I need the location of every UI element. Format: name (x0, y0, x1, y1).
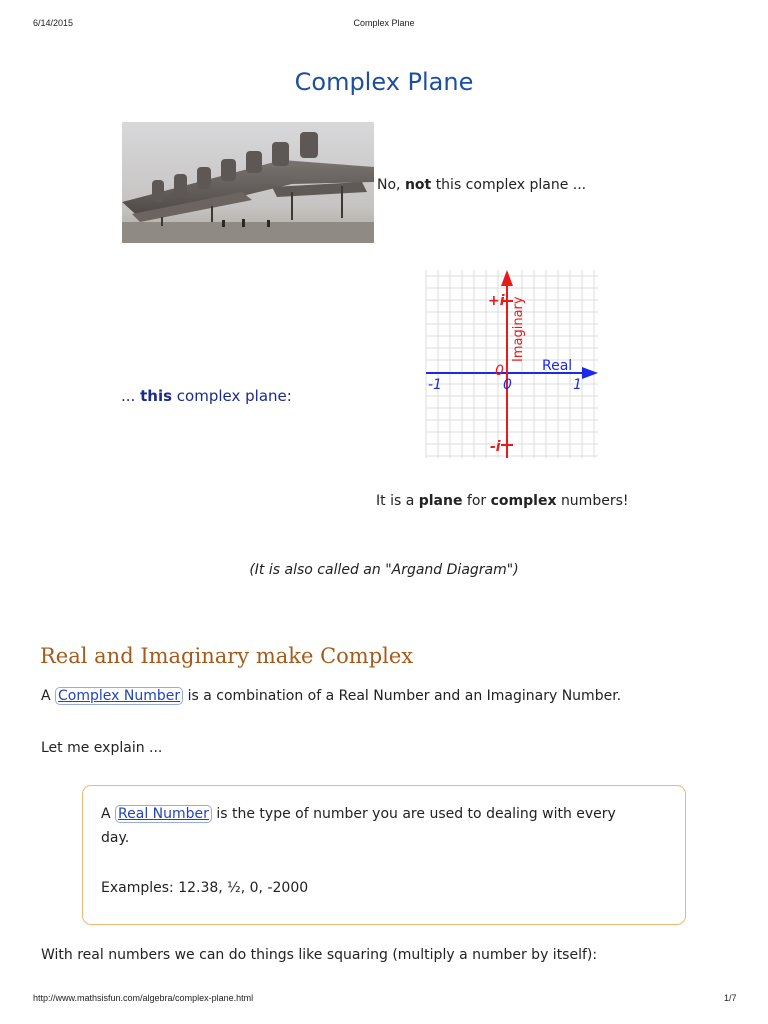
explain-text: Let me explain ... (41, 740, 163, 756)
minus-one-label: -1 (428, 377, 442, 393)
not-rest: this complex plane ... (435, 177, 587, 193)
this-word: this (140, 387, 173, 405)
airplane-photo (122, 122, 374, 243)
it-is-a: It is a (376, 493, 415, 509)
not-word: not (404, 177, 432, 193)
print-page-title: Complex Plane (353, 18, 415, 28)
this-plane-text (121, 387, 292, 405)
real-number-link[interactable]: Real Number (115, 805, 212, 823)
complex-number-paragraph (41, 688, 621, 704)
complex-word: complex (490, 493, 557, 509)
box-rest1: is the type of number you are used to dealing with every (216, 806, 616, 822)
real-number-line2: day. (101, 830, 130, 846)
not-this-plane-text (377, 177, 586, 193)
no-word: No, (377, 177, 401, 193)
print-page-number: 1/7 (724, 993, 737, 1003)
zero-real-label: 0 (503, 377, 512, 393)
complex-number-link[interactable]: Complex Number (55, 687, 183, 705)
plane-word: plane (418, 493, 463, 509)
real-arrow-icon (582, 367, 598, 379)
page-title: Complex Plane (294, 68, 474, 96)
imaginary-arrow-icon (501, 270, 513, 286)
for-word: for (466, 493, 487, 509)
plus-i-label: +i (488, 293, 505, 309)
real-number-line1 (101, 806, 616, 822)
real-axis-label: Real (542, 358, 573, 374)
examples-text: Examples: 12.38, ½, 0, -2000 (101, 880, 309, 896)
squaring-text: With real numbers we can do things like squaring (multiply a number by itself): (41, 947, 598, 963)
ellipsis: ... (121, 387, 136, 405)
complex-plane-diagram (422, 266, 602, 462)
print-date: 6/14/2015 (33, 18, 74, 28)
numbers-word: numbers! (560, 493, 629, 509)
section-heading: Real and Imaginary make Complex (40, 644, 414, 668)
this-rest: complex plane: (176, 387, 292, 405)
argand-note: (It is also called an "Argand Diagram") (249, 562, 519, 578)
plane-statement (376, 493, 628, 509)
imaginary-axis-label: Imaginary (511, 296, 526, 362)
para-a: A (41, 688, 51, 704)
para-rest: is a combination of a Real Number and an Imaginary Number. (187, 688, 622, 704)
one-label: 1 (573, 377, 582, 393)
print-url: http://www.mathsisfun.com/algebra/complex-plane.html (33, 993, 254, 1003)
minus-i-label: -i (490, 439, 501, 455)
box-a: A (101, 806, 111, 822)
zero-imag-label: 0 (495, 363, 504, 379)
